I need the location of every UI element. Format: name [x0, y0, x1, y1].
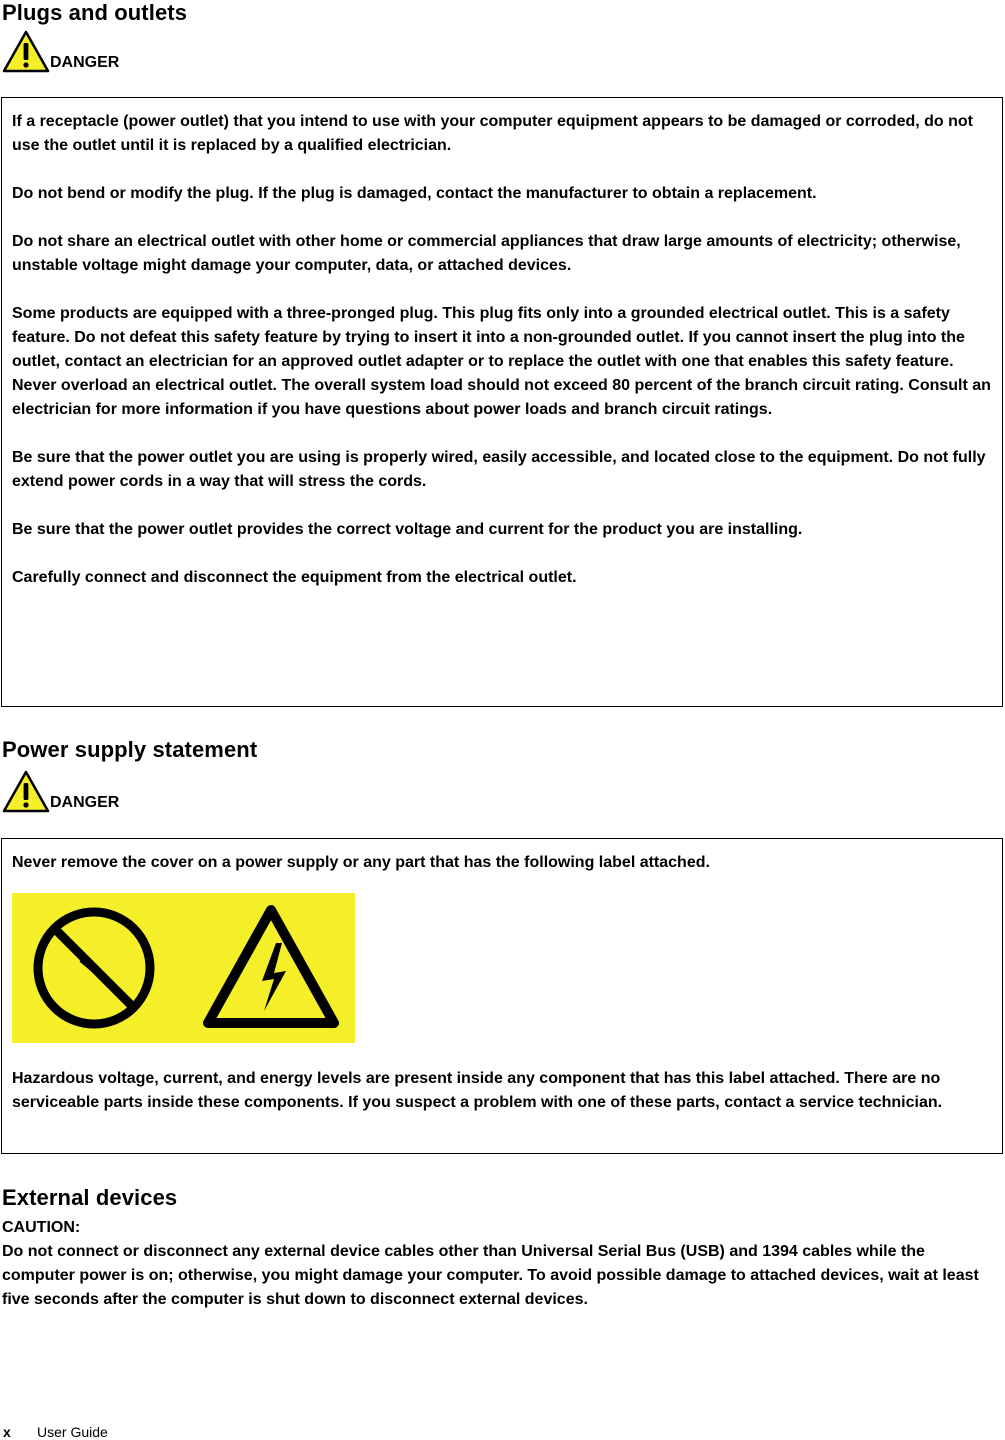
paragraph: Do not bend or modify the plug. If the plug is damaged, contact the manufacturer to obtain a replacement. [12, 185, 817, 202]
warning-triangle-icon [2, 30, 50, 74]
danger-box-power [1, 838, 1003, 1154]
paragraph: Be sure that the power outlet provides the correct voltage and current for the product you are installing. [12, 521, 803, 538]
danger-notice-plugs [2, 30, 119, 74]
caution-label: CAUTION: [2, 1219, 81, 1236]
page-number: x [3, 1424, 11, 1440]
paragraph: Carefully connect and disconnect the equipment from the electrical outlet. [12, 569, 577, 586]
danger-label: DANGER [50, 794, 120, 811]
hazard-label-image [12, 893, 355, 1043]
high-voltage-icon [208, 910, 334, 1023]
section-title-power-supply: Power supply statement [2, 737, 258, 762]
section-title-plugs-and-outlets: Plugs and outlets [2, 0, 188, 25]
paragraph: Hazardous voltage, current, and energy levels are present inside any component that has this label attached. There are no serviceable parts inside these components. If you suspect a problem with one of these parts, contact a service technician. [12, 1070, 943, 1111]
document-title: User Guide [37, 1424, 108, 1440]
paragraph: Do not connect or disconnect any external device cables other than Universal Serial Bus (USB) and 1394 cables while the computer power is on; otherwise, you might damage your computer. To avoid possible damage to attached devices, wait at least five seconds after the computer is shut down to disconnect external devices. [2, 1243, 979, 1308]
paragraph: Do not share an electrical outlet with other home or commercial appliances that draw large amounts of electricity; otherwise, unstable voltage might damage your computer, data, or attached devices. [12, 233, 961, 274]
warning-triangle-icon [2, 770, 50, 814]
section-title-external-devices: External devices [2, 1185, 178, 1210]
paragraph: Some products are equipped with a three-pronged plug. This plug fits only into a grounded electrical outlet. This is a safety feature. Do not defeat this safety feature by trying to insert it into a non-grounded outlet. If you cannot insert the plug into the outlet, contact an electrician for an approved outlet adapter or to replace the outlet with one that enables this safety feature. Never overload an electrical outlet. The overall system load should not exceed 80 percent of the branch circuit rating. Consult an electrician for more information if you have questions about power loads and branch circuit ratings. [12, 305, 991, 418]
page-footer [3, 1424, 108, 1440]
caution-notice-external [2, 1216, 1002, 1312]
paragraph: Never remove the cover on a power supply or any part that has the following label attached. [12, 854, 710, 871]
no-screwdriver-icon [38, 912, 150, 1024]
danger-box-plugs [1, 97, 1003, 707]
danger-notice-power [2, 770, 119, 814]
paragraph: If a receptacle (power outlet) that you intend to use with your computer equipment appears to be damaged or corroded, do not use the outlet until it is replaced by a qualified electrician. [12, 113, 973, 154]
paragraph: Be sure that the power outlet you are using is properly wired, easily accessible, and located close to the equipment. Do not fully extend power cords in a way that will stress the cords. [12, 449, 986, 490]
danger-label: DANGER [50, 54, 120, 71]
